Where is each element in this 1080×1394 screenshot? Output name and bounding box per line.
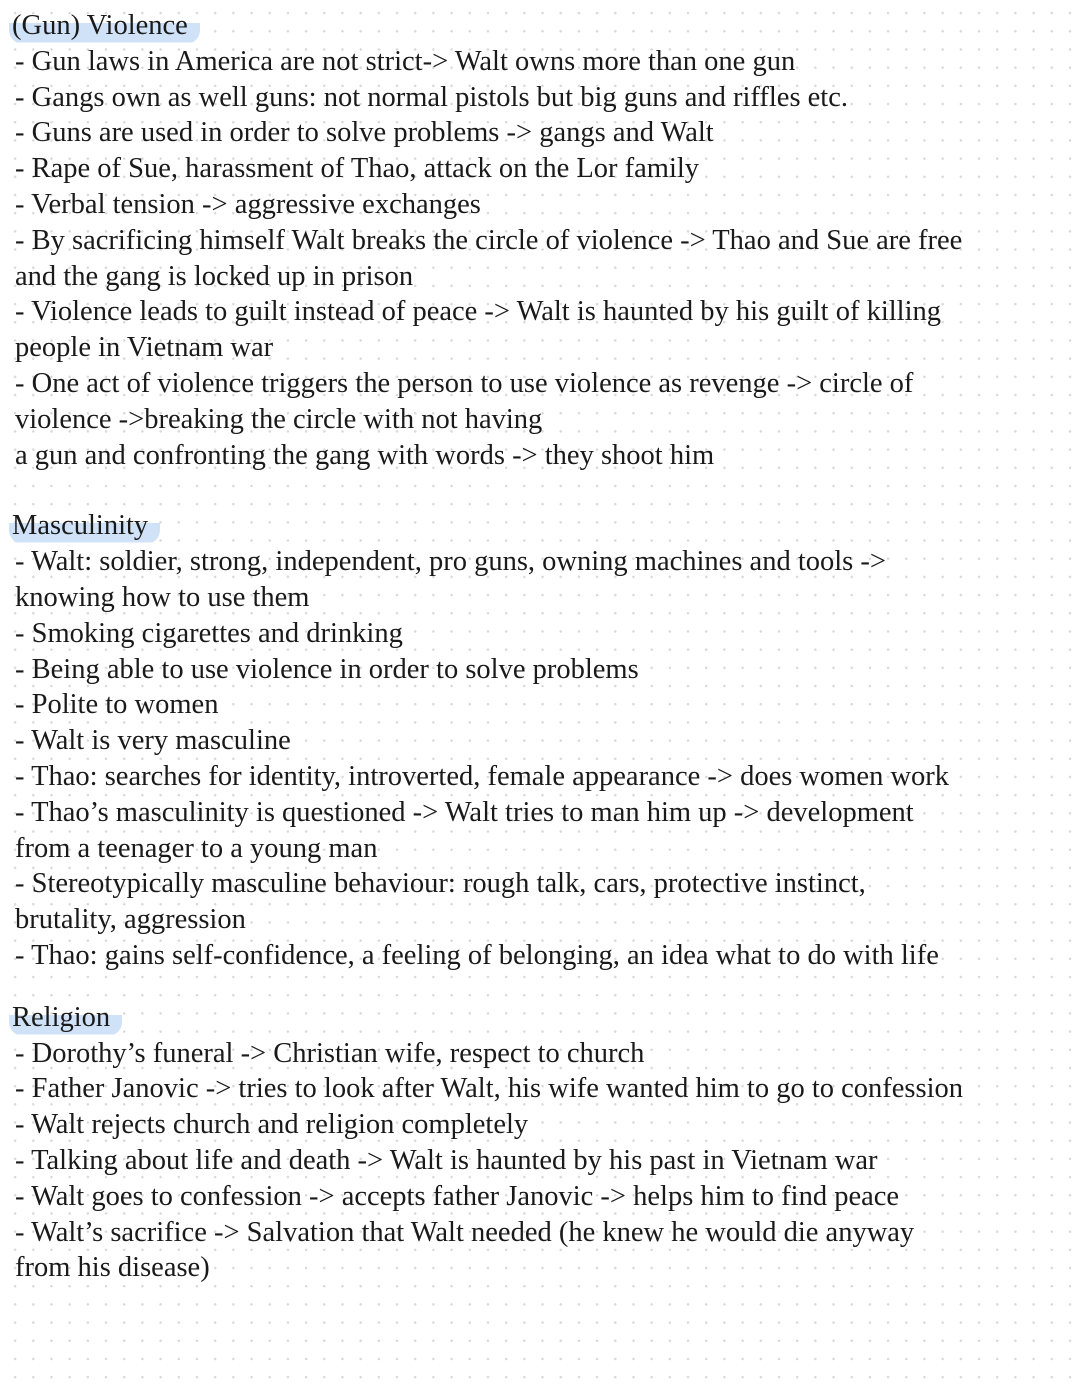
section-gun-violence <box>12 8 1065 473</box>
note-line: - Thao: searches for identity, introverted, female appearance -> does women work <box>15 760 950 792</box>
notes-content <box>12 8 1065 1286</box>
note-line: - Smoking cigarettes and drinking <box>15 617 403 649</box>
note-line: - Father Janovic -> tries to look after Walt, his wife wanted him to go to confession <box>15 1073 964 1105</box>
note-line: - Dorothy’s funeral -> Christian wife, respect to church <box>15 1037 645 1069</box>
note-line: from his disease) <box>15 1252 210 1284</box>
note-line: brutality, aggression <box>15 904 246 936</box>
note-line: - Polite to women <box>15 689 219 721</box>
note-line: - Gun laws in America are not strict-> Walt owns more than one gun <box>15 45 796 77</box>
section-heading-religion: Religion <box>9 1000 122 1036</box>
section-lines-masculinity <box>15 544 1065 974</box>
note-line: - Verbal tension -> aggressive exchanges <box>15 188 481 220</box>
note-line: a gun and confronting the gang with words -> they shoot him <box>15 439 715 471</box>
section-heading-gun-violence: (Gun) Violence <box>9 8 200 44</box>
note-line: - Thao’s masculinity is questioned -> Walt tries to man him up -> development <box>15 796 914 828</box>
note-line: - Walt: soldier, strong, independent, pro guns, owning machines and tools -> <box>15 546 886 578</box>
note-line: - Walt is very masculine <box>15 725 291 757</box>
note-line: - Gangs own as well guns: not normal pistols but big guns and riffles etc. <box>15 81 848 113</box>
note-line: - Thao: gains self-confidence, a feeling of belonging, an idea what to do with life <box>15 939 939 971</box>
note-line: - Walt’s sacrifice -> Salvation that Walt needed (he knew he would die anyway <box>15 1216 915 1248</box>
note-line: - Being able to use violence in order to solve problems <box>15 653 639 685</box>
note-line: - By sacrificing himself Walt breaks the circle of violence -> Thao and Sue are free <box>15 224 963 256</box>
note-line: - Rape of Sue, harassment of Thao, attack on the Lor family <box>15 153 700 185</box>
note-line: - Walt rejects church and religion completely <box>15 1109 529 1141</box>
note-line: - Guns are used in order to solve problems -> gangs and Walt <box>15 117 714 149</box>
note-line: - One act of violence triggers the person to use violence as revenge -> circle of <box>15 367 914 399</box>
note-line: - Violence leads to guilt instead of peace -> Walt is haunted by his guilt of killing <box>15 296 941 328</box>
note-line: people in Vietnam war <box>15 332 274 364</box>
note-line: from a teenager to a young man <box>15 832 378 864</box>
section-lines-gun-violence <box>15 44 1065 474</box>
note-line: violence ->breaking the circle with not having <box>15 403 543 435</box>
note-line: - Stereotypically masculine behaviour: rough talk, cars, protective instinct, <box>15 868 866 900</box>
section-religion <box>12 1000 1065 1286</box>
note-line: and the gang is locked up in prison <box>15 260 414 292</box>
note-line: - Talking about life and death -> Walt is haunted by his past in Vietnam war <box>15 1144 878 1176</box>
section-heading-masculinity: Masculinity <box>9 508 160 544</box>
note-line: knowing how to use them <box>15 581 310 613</box>
section-masculinity <box>12 508 1065 973</box>
section-lines-religion <box>15 1036 1065 1287</box>
note-line: - Walt goes to confession -> accepts father Janovic -> helps him to find peace <box>15 1180 900 1212</box>
